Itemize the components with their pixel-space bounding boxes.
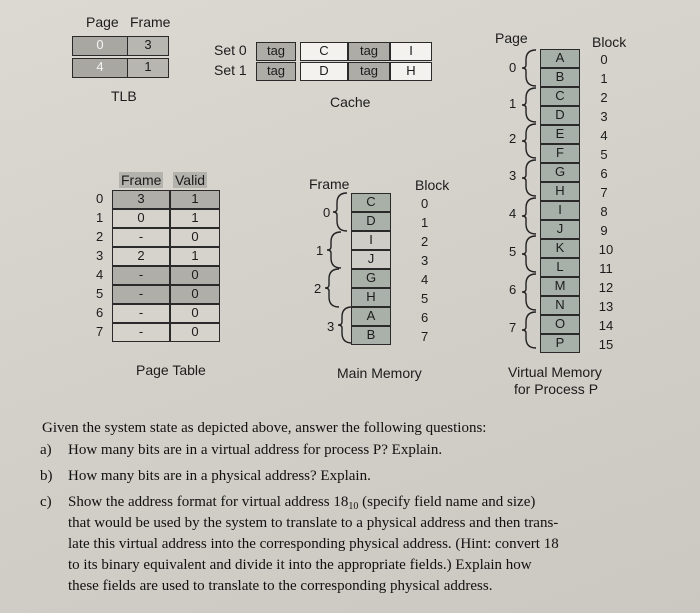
virtual-memory-block-number: 11	[599, 261, 613, 276]
questions-intro: Given the system state as depicted above, answer the following questions:	[42, 420, 487, 436]
question-c-line: that would be used by the system to translate to a physical address and then trans-	[68, 515, 559, 531]
virtual-memory-block-number: 5	[600, 147, 608, 162]
main-memory-cell: J	[351, 250, 391, 269]
page-table-index: 3	[96, 248, 104, 263]
virtual-memory-cell: B	[540, 68, 580, 87]
page-table-frame-cell: 0	[112, 209, 170, 228]
virtual-memory-block-number: 13	[598, 299, 614, 314]
cache-tag: tag	[256, 42, 296, 61]
main-memory-cell: A	[351, 307, 391, 326]
main-memory-frame-number: 0	[323, 205, 331, 220]
page-table-index: 6	[96, 305, 104, 320]
page-table-index: 1	[96, 210, 104, 225]
main-memory-frame-number: 3	[327, 319, 335, 334]
virtual-memory-header-block: Block	[592, 34, 627, 50]
main-memory-frame-number: 1	[316, 243, 324, 258]
page-table-header-frame: Frame	[121, 172, 162, 188]
virtual-memory-block-number: 14	[598, 318, 614, 333]
virtual-memory-block-number: 6	[600, 166, 608, 181]
virtual-memory-block-number: 8	[600, 204, 608, 219]
cache-data: C	[300, 42, 348, 61]
page-table-valid-cell: 0	[170, 304, 220, 323]
page-table-index: 7	[96, 324, 104, 339]
main-memory-block-number: 1	[421, 215, 429, 230]
main-memory-block-number: 7	[421, 329, 429, 344]
virtual-memory-page-number: 7	[509, 320, 517, 335]
question-a-label: a)	[40, 442, 52, 458]
tlb-header-frame: Frame	[130, 14, 171, 30]
virtual-memory-block-number: 3	[600, 109, 608, 124]
main-memory-cell: I	[351, 231, 391, 250]
tlb-cell: 3	[127, 36, 169, 56]
page-table-valid-cell: 1	[170, 247, 220, 266]
cache-data: I	[390, 42, 432, 61]
page-table-valid-cell: 0	[170, 323, 220, 342]
cache-data: H	[390, 62, 432, 81]
virtual-memory-cell: O	[540, 315, 580, 334]
virtual-memory-block-number: 4	[600, 128, 608, 143]
main-memory-block-number: 5	[421, 291, 429, 306]
virtual-memory-cell: I	[540, 201, 580, 220]
cache-tag: tag	[348, 62, 390, 81]
page-table-frame-cell: -	[112, 323, 170, 342]
page-table-index: 2	[96, 229, 104, 244]
page-table-frame-cell: -	[112, 285, 170, 304]
main-memory-cell: G	[351, 269, 391, 288]
main-memory-caption: Main Memory	[337, 365, 422, 381]
page-table-frame-cell: 2	[112, 247, 170, 266]
page-table-frame-cell: -	[112, 228, 170, 247]
page-table-caption: Page Table	[136, 362, 206, 378]
question-c-subscript: 10	[348, 501, 359, 512]
page-table-index: 0	[96, 191, 104, 206]
virtual-memory-page-number: 3	[509, 168, 517, 183]
main-memory-header-frame: Frame	[309, 176, 350, 192]
question-a-text: How many bits are in a virtual address for process P? Explain.	[68, 442, 443, 458]
page-table-valid-cell: 1	[170, 209, 220, 228]
cache-data: D	[300, 62, 348, 81]
cache-caption: Cache	[330, 94, 371, 110]
virtual-memory-cell: E	[540, 125, 580, 144]
main-memory-header-block: Block	[415, 177, 450, 193]
page-table-valid-cell: 0	[170, 285, 220, 304]
main-memory-cell: H	[351, 288, 391, 307]
virtual-memory-header-page: Page	[495, 30, 528, 46]
virtual-memory-page-number: 4	[509, 206, 517, 221]
virtual-memory-page-number: 0	[509, 60, 517, 75]
page-table-header-valid: Valid	[175, 172, 206, 188]
virtual-memory-cell: M	[540, 277, 580, 296]
virtual-memory-block-number: 1	[600, 71, 608, 86]
page-table-valid-cell: 1	[170, 190, 220, 209]
virtual-memory-cell: L	[540, 258, 580, 277]
cache-tag: tag	[256, 62, 296, 81]
main-memory-cell: B	[351, 326, 391, 345]
page-table-index: 5	[96, 286, 104, 301]
virtual-memory-cell: N	[540, 296, 580, 315]
virtual-memory-caption: for Process P	[514, 381, 599, 397]
virtual-memory-block-number: 9	[600, 223, 608, 238]
tlb-cell: 1	[127, 58, 169, 78]
main-memory-block-number: 6	[421, 310, 429, 325]
question-c-line: to its binary equivalent and divide it into the appropriate fields.) Explain how	[68, 557, 532, 573]
cache-set-label: Set 0	[214, 42, 247, 58]
main-memory-block-number: 0	[421, 196, 429, 211]
question-c-line: late this virtual address into the corresponding physical address. (Hint: convert 18	[68, 536, 559, 552]
question-c-line: these fields are used to translate to the corresponding physical address.	[68, 578, 493, 594]
cache-set-label: Set 1	[214, 62, 247, 78]
question-b-label: b)	[40, 468, 53, 484]
virtual-memory-page-number: 5	[509, 244, 517, 259]
virtual-memory-page-number: 1	[509, 96, 517, 111]
question-c-text: Show the address format for virtual address 18	[68, 494, 349, 510]
main-memory-block-number: 2	[421, 234, 429, 249]
page-table-frame-cell: -	[112, 266, 170, 285]
question-b-text: How many bits are in a physical address? Explain.	[68, 468, 371, 484]
tlb-header-page: Page	[86, 14, 119, 30]
virtual-memory-block-number: 10	[598, 242, 614, 257]
virtual-memory-page-number: 2	[509, 131, 517, 146]
tlb-cell: 4	[72, 58, 128, 78]
question-c-label: c)	[40, 494, 52, 510]
page-table-valid-cell: 0	[170, 266, 220, 285]
virtual-memory-cell: J	[540, 220, 580, 239]
virtual-memory-block-number: 2	[600, 90, 608, 105]
main-memory-cell: D	[351, 212, 391, 231]
virtual-memory-cell: D	[540, 106, 580, 125]
page-table-index: 4	[96, 267, 104, 282]
virtual-memory-caption: Virtual Memory	[508, 364, 602, 380]
page-table-frame-cell: 3	[112, 190, 170, 209]
page-table-frame-cell: -	[112, 304, 170, 323]
main-memory-block-number: 3	[421, 253, 429, 268]
main-memory-cell: C	[351, 193, 391, 212]
virtual-memory-cell: P	[540, 334, 580, 353]
virtual-memory-cell: G	[540, 163, 580, 182]
main-memory-frame-number: 2	[314, 281, 322, 296]
virtual-memory-cell: H	[540, 182, 580, 201]
virtual-memory-cell: C	[540, 87, 580, 106]
question-c-text: (specify field name and size)	[358, 494, 536, 510]
page-table-valid-cell: 0	[170, 228, 220, 247]
virtual-memory-block-number: 15	[598, 337, 614, 352]
tlb-caption: TLB	[111, 88, 137, 104]
cache-tag: tag	[348, 42, 390, 61]
virtual-memory-cell: F	[540, 144, 580, 163]
virtual-memory-cell: K	[540, 239, 580, 258]
main-memory-block-number: 4	[421, 272, 429, 287]
virtual-memory-cell: A	[540, 49, 580, 68]
virtual-memory-block-number: 0	[600, 52, 608, 67]
virtual-memory-page-number: 6	[509, 282, 517, 297]
virtual-memory-block-number: 7	[600, 185, 608, 200]
tlb-cell: 0	[72, 36, 128, 56]
virtual-memory-block-number: 12	[598, 280, 614, 295]
